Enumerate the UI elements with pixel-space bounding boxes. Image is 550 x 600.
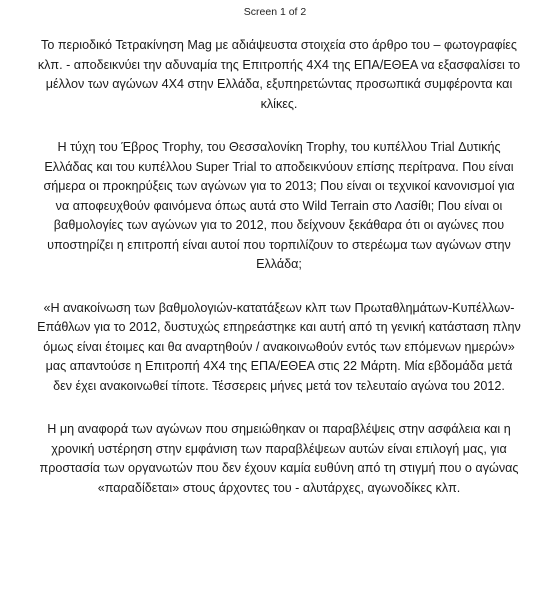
document-body [36, 36, 522, 522]
screen-indicator: Screen 1 of 2 [243, 6, 307, 18]
paragraph-2: Η τύχη του Έβρος Trophy, του Θεσσαλονίκη Trophy, του κυπέλλου Trial Δυτικής Ελλάδας και του κυπέλλου Super Trial το αποδεικνύουν επίσης περίτρανα. Που είναι σήμερα οι προκηρύξεις των αγώνων για το 2013; Που είναι οι τεχνικοί κανονισμοί για να αποφευχθούν φαινόμενα όπως αυτά στο Wild Terrain στο Λασίθι; Που είναι οι βαθμολογίες των αγώνων για το 2012, που δείχνουν ξεκάθαρα ότι οι αγώνες που υποστηρίζει η επιτροπή είναι αυτοί που τορπιλίζουν το στερέωμα των αγώνων στην Ελλάδα; [43, 140, 515, 271]
paragraph-4: Η μη αναφορά των αγώνων που σημειώθηκαν οι παραβλέψεις στην ασφάλεια και η χρονική υστέρηση στην εμφάνιση των παραβλέψεων αυτών είναι επιλογή μας, για προστασία των οργανωτών που δεν έχουν καμία ευθύνη από τη στιγμή που ο αγώνας «παραδίδεται» στους άρχοντες του - αλυτάρχες, αγωνοδίκες κλπ. [39, 422, 519, 495]
paragraph-1: Το περιοδικό Τετρακίνηση Mag με αδιάψευστα στοιχεία στο άρθρο του – φωτογραφίες κλπ. - αποδεικνύει την αδυναμία της Επιτροπής 4Χ4 της ΕΠΑ/ΕΘΕΑ να εξασφαλίσει το μέλλον των αγώνων 4Χ4 στην Ελλάδα, εξυπηρετώντας προσωπικά συμφέροντα και κλίκες. [37, 38, 521, 111]
paragraph-3: «Η ανακοίνωση των βαθμολογιών-κατατάξεων κλπ των Πρωταθλημάτων-Κυπέλλων-Επάθλων για το 2012, δυστυχώς επηρεάστηκε και αυτή από τη γενική κατάσταση πλην όμως είναι έτοιμες και θα αναρτηθούν / ανακοινωθούν εντός των επόμενων ημερών» μας απαντούσε η Επιτροπή 4Χ4 της ΕΠΑ/ΕΘΕΑ στις 22 Μάρτη. Μία εβδομάδα μετά δεν έχει ανακοινωθεί τίποτε. Τέσσερεις μήνες μετά τον τελευταίο αγώνα του 2012. [37, 300, 521, 393]
